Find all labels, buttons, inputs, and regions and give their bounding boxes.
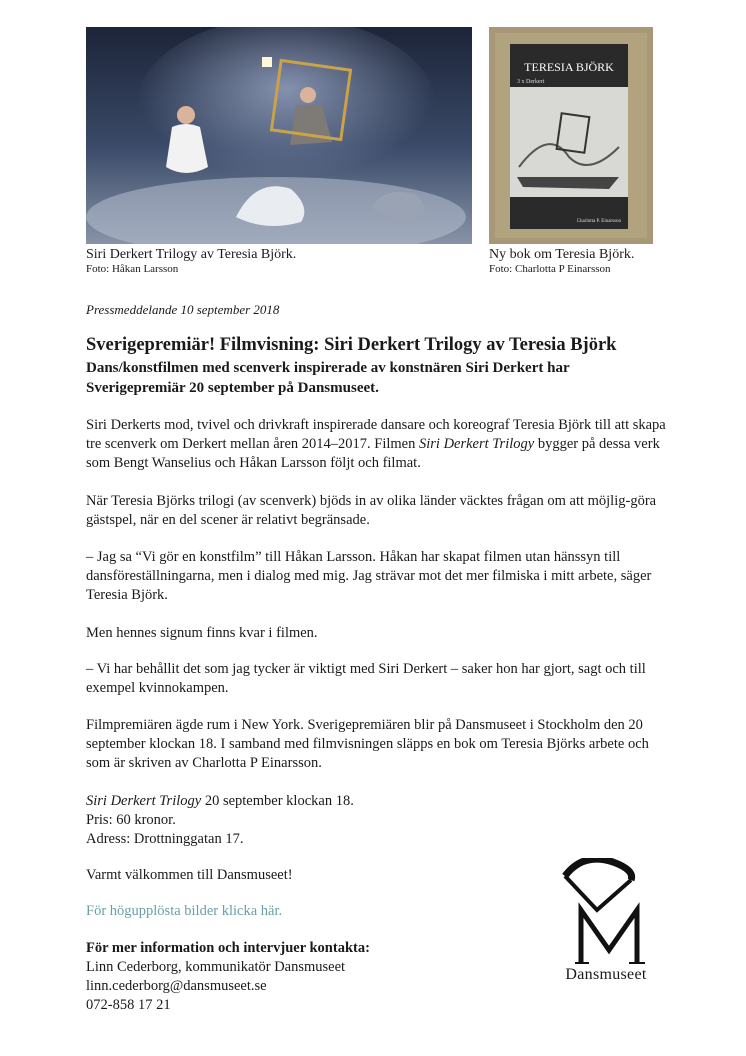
paragraph-5: – Vi har behållit det som jag tycker är viktigt med Siri Derkert – saker hon har gjort, sagt och till exempel kvinnokampen.	[86, 661, 646, 696]
book-subtitle: 3 x Derkert	[517, 79, 545, 85]
contact-phone: 072-858 17 21	[86, 997, 171, 1013]
photo2-credit: Foto: Charlotta P Einarsson	[489, 263, 611, 275]
event-address: Adress: Drottninggatan 17.	[86, 831, 244, 847]
logo-text: Dansmuseet	[565, 966, 647, 983]
film-title: Siri Derkert Trilogy	[419, 436, 535, 452]
paragraph-1	[86, 416, 666, 473]
book-author: Charlotta P. Einarsson	[576, 219, 621, 224]
contact-heading: För mer information och intervjuer kontakta:	[86, 940, 370, 956]
contact-email[interactable]: linn.cederborg@dansmuseet.se	[86, 978, 267, 994]
book-photo-graphic	[489, 27, 653, 244]
headline: Sverigepremiär! Filmvisning: Siri Derkert Trilogy av Teresia Björk	[86, 335, 617, 355]
stage-photo	[86, 27, 472, 244]
photo2-caption: Ny bok om Teresia Björk.	[489, 247, 635, 262]
event-info	[86, 792, 666, 849]
event-price: Pris: 60 kronor.	[86, 812, 176, 828]
photo1-credit: Foto: Håkan Larsson	[86, 263, 179, 275]
book-title: TERESIA BJÖRK	[524, 60, 614, 74]
press-release-date: Pressmeddelande 10 september 2018	[86, 302, 280, 317]
welcome-text: Varmt välkommen till Dansmuseet!	[86, 867, 293, 883]
paragraph-4: Men hennes signum finns kvar i filmen.	[86, 625, 318, 641]
subheadline: Dans/konstfilmen med scenverk inspirerade av konstnären Siri Derkert har Sverigepremiär 20 september på Dansmuseet.	[86, 360, 570, 396]
dm-logo-mark	[553, 858, 663, 968]
event-title: Siri Derkert Trilogy	[86, 793, 202, 809]
contact-name: Linn Cederborg, kommunikatör Dansmuseet	[86, 959, 346, 975]
paragraph-3: – Jag sa “Vi gör en konstfilm” till Håkan Larsson. Håkan har skapat filmen utan hänssyn till dansföreställningarna, men i dialog med mig. Jag strävar mot det mer filmiska i mitt arbete, säger Teresia Björk.	[86, 549, 652, 603]
book-photo	[489, 27, 653, 244]
paragraph-1-text-a: Siri Derkerts mod, tvivel och drivkraft inspirerade dansare och koreograf Teresia Björk till att skapa tre scenverk om Derkert mellan åren 2014–2017. Filmen	[86, 417, 666, 452]
stage-photo-graphic	[86, 27, 472, 244]
event-time: 20 september klockan 18.	[201, 793, 354, 809]
hires-images-link[interactable]: För högupplösta bilder klicka här.	[86, 903, 283, 919]
paragraph-6: Filmpremiären ägde rum i New York. Sverigepremiären blir på Dansmuseet i Stockholm den 20 september klockan 18. I samband med filmvisningen släpps en bok om Teresia Björks arbete och som är skriven av Charlotta P Einarsson.	[86, 717, 649, 771]
paragraph-1-text-b: bygger på dessa verk som Bengt Wanselius och Håkan Larsson följt och filmat.	[86, 436, 660, 471]
photo1-caption: Siri Derkert Trilogy av Teresia Björk.	[86, 247, 297, 262]
paragraph-2: När Teresia Björks trilogi (av scenverk) bjöds in av olika länder väcktes frågan om att möjlig-göra gästspel, när en del scener är relativt begränsade.	[86, 493, 657, 528]
